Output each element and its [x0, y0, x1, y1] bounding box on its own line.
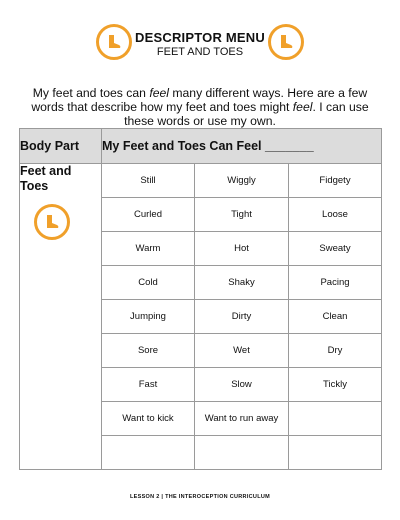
descriptor-table — [19, 128, 382, 470]
descriptor-word: Tight — [195, 198, 289, 232]
table-row — [20, 164, 382, 198]
descriptor-word: Loose — [289, 198, 382, 232]
descriptor-word: Sore — [102, 334, 195, 368]
body-part-cell — [20, 164, 102, 470]
descriptor-word: Still — [102, 164, 195, 198]
descriptor-word: Fidgety — [289, 164, 382, 198]
descriptor-word: Shaky — [195, 266, 289, 300]
descriptor-word: Pacing — [289, 266, 382, 300]
foot-icon — [34, 204, 70, 240]
descriptor-word: Tickly — [289, 368, 382, 402]
page-title: DESCRIPTOR MENU — [135, 30, 265, 45]
descriptor-word: Sweaty — [289, 232, 382, 266]
column-header-can-feel: My Feet and Toes Can Feel _______ — [102, 129, 382, 164]
page-footer: LESSON 2 | THE INTEROCEPTION CURRICULUM — [129, 494, 271, 500]
descriptor-word: Jumping — [102, 300, 195, 334]
descriptor-word: Want to run away — [195, 402, 289, 436]
descriptor-word: Slow — [195, 368, 289, 402]
intro-paragraph: My feet and toes can feel many different ways. Here are a few words that describe how my feet and toes might feel. I can use these words or use my own. — [31, 86, 369, 129]
descriptor-word: Clean — [289, 300, 382, 334]
table-header-row — [20, 129, 382, 164]
page-header — [0, 12, 400, 62]
descriptor-word: Fast — [102, 368, 195, 402]
descriptor-word: Hot — [195, 232, 289, 266]
page-subtitle: FEET AND TOES — [156, 46, 244, 58]
descriptor-word: Warm — [102, 232, 195, 266]
descriptor-word: Curled — [102, 198, 195, 232]
descriptor-word — [289, 402, 382, 436]
descriptor-word: Dry — [289, 334, 382, 368]
descriptor-word: Cold — [102, 266, 195, 300]
descriptor-word: Want to kick — [102, 402, 195, 436]
descriptor-word — [289, 436, 382, 470]
body-part-icon-wrap — [34, 204, 70, 240]
descriptor-word: Dirty — [195, 300, 289, 334]
descriptor-word — [102, 436, 195, 470]
descriptor-word: Wet — [195, 334, 289, 368]
descriptor-word — [195, 436, 289, 470]
descriptor-word: Wiggly — [195, 164, 289, 198]
body-part-label: Feet and Toes — [20, 164, 72, 193]
foot-icon — [268, 24, 304, 60]
column-header-body-part: Body Part — [20, 129, 102, 164]
